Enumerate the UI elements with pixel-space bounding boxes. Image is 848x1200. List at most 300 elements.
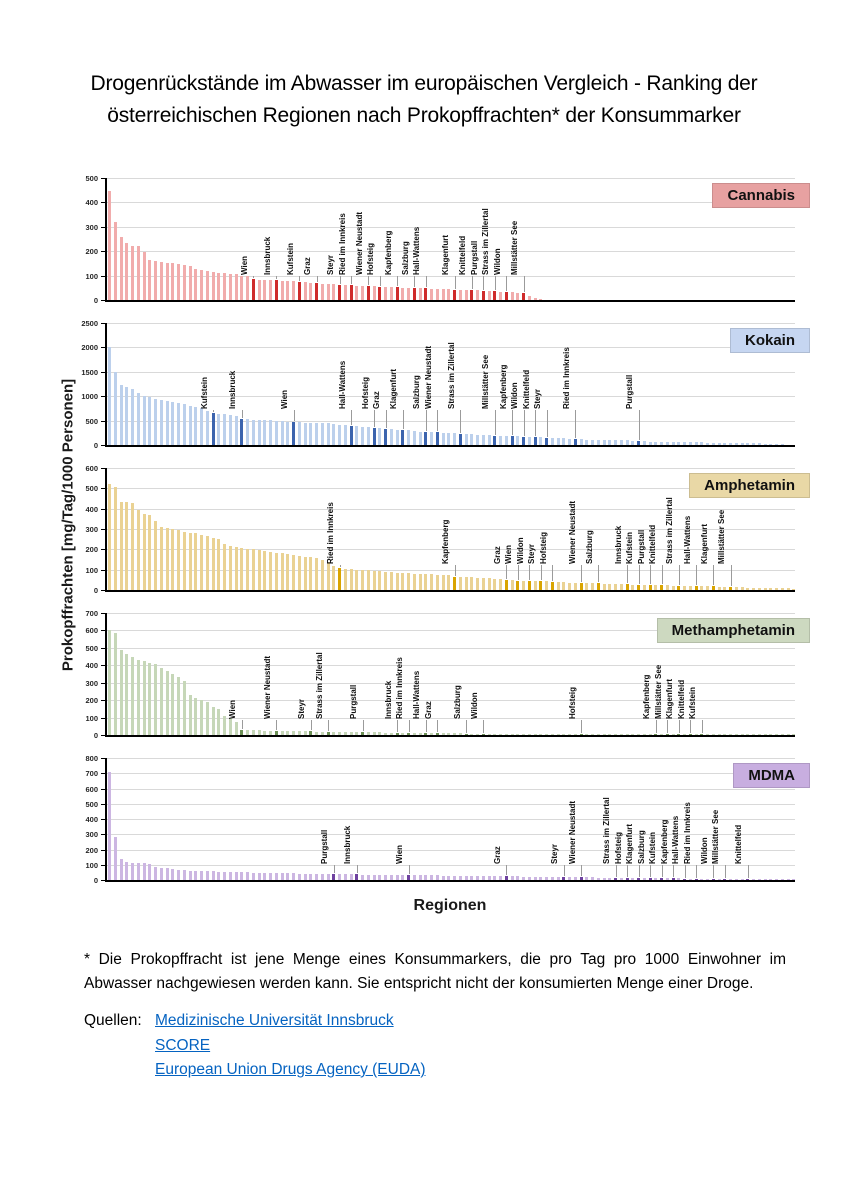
- region-label-klagenfurt: Klagenfurt: [625, 824, 635, 864]
- bar: [217, 709, 220, 735]
- bar: [539, 734, 542, 735]
- bar: [562, 582, 565, 590]
- region-label-salzburg: Salzburg: [452, 685, 462, 719]
- bar: [407, 573, 410, 590]
- bar-highlighted-wildon: [482, 734, 485, 735]
- bar: [189, 871, 192, 880]
- bar: [614, 584, 617, 590]
- bar: [194, 269, 197, 300]
- region-label-kapfenberg: Kapfenberg: [441, 519, 451, 565]
- bar: [269, 552, 272, 590]
- leader-line: [328, 720, 329, 731]
- leader-line: [242, 410, 243, 418]
- bar-highlighted-innsbruck: [275, 280, 278, 300]
- bar: [557, 877, 560, 880]
- bar: [631, 734, 634, 735]
- bar: [171, 869, 174, 880]
- bar: [361, 570, 364, 590]
- bar: [263, 420, 266, 445]
- bar: [649, 442, 652, 445]
- bar: [373, 732, 376, 735]
- chart-panel-kokain: [60, 315, 820, 460]
- bar-highlighted-wien: [240, 730, 243, 735]
- sources-label: Quellen:: [84, 1012, 142, 1029]
- bar: [246, 549, 249, 590]
- region-label-kufstein: Kufstein: [648, 832, 658, 864]
- leader-line: [374, 410, 375, 427]
- bar-highlighted-strass-im-zillertal: [459, 434, 462, 445]
- bar-highlighted-kapfenberg: [453, 577, 456, 590]
- bar: [660, 442, 663, 445]
- bar-highlighted-knittelfeld: [534, 437, 537, 445]
- bar: [212, 707, 215, 735]
- bar: [189, 266, 192, 300]
- region-label-klagenfurt: Klagenfurt: [665, 679, 675, 719]
- y-tick-label: 500: [85, 643, 98, 653]
- region-label-hofsteig: Hofsteig: [613, 832, 623, 864]
- bar: [459, 577, 462, 590]
- bar: [200, 408, 203, 445]
- bar: [419, 875, 422, 880]
- y-tick-label: 200: [85, 845, 98, 855]
- bar: [292, 731, 295, 735]
- bar: [154, 664, 157, 735]
- bar: [315, 558, 318, 590]
- y-tick-label: 400: [85, 504, 98, 514]
- bar-highlighted-millstätter-see: [522, 293, 525, 300]
- bar: [327, 284, 330, 300]
- bar: [442, 733, 445, 735]
- y-axis: [105, 178, 107, 300]
- bar-highlighted-strass-im-zillertal: [677, 586, 680, 590]
- region-label-wien: Wien: [395, 844, 405, 864]
- bar: [424, 875, 427, 880]
- leader-line: [662, 865, 663, 877]
- bar-highlighted-wiener-neustadt: [580, 583, 583, 590]
- bar: [223, 544, 226, 590]
- bar: [229, 274, 232, 300]
- bar: [626, 440, 629, 445]
- bar-highlighted-graz: [384, 429, 387, 445]
- bar: [442, 433, 445, 445]
- bar: [229, 415, 232, 445]
- bar: [390, 572, 393, 590]
- bar-highlighted-kufstein: [637, 585, 640, 590]
- bar: [315, 732, 318, 735]
- region-label-wiener-neustadt: Wiener Neustadt: [567, 800, 577, 864]
- leader-line: [340, 276, 341, 283]
- bar: [781, 879, 784, 880]
- source-link-2[interactable]: SCORE: [155, 1036, 211, 1054]
- leader-line: [535, 410, 536, 436]
- leader-line: [414, 276, 415, 287]
- leader-line: [311, 720, 312, 730]
- bar-highlighted-kapfenberg: [511, 436, 514, 445]
- bar: [419, 574, 422, 590]
- source-links: [155, 1012, 426, 1086]
- sources-block: [84, 1012, 734, 1086]
- bar-highlighted-wien: [292, 422, 295, 445]
- gridline: [105, 178, 795, 179]
- bar: [235, 722, 238, 735]
- bar: [194, 533, 197, 590]
- bar-highlighted-purgstall: [649, 585, 652, 590]
- bar: [516, 293, 519, 300]
- bar: [430, 432, 433, 445]
- bar-highlighted-graz: [315, 283, 318, 300]
- bar: [183, 532, 186, 590]
- bar: [350, 874, 353, 880]
- bar: [183, 681, 186, 735]
- bar: [620, 878, 623, 880]
- y-axis-label: Prokopffrachten [mg/Tag/1000 Personen]: [59, 378, 77, 672]
- bar: [436, 875, 439, 880]
- bar: [160, 868, 163, 880]
- bar-highlighted-kapfenberg: [654, 734, 657, 735]
- leader-line: [575, 410, 576, 438]
- bar: [585, 583, 588, 590]
- bar: [672, 734, 675, 735]
- leader-line: [696, 865, 697, 878]
- region-label-steyr: Steyr: [326, 255, 336, 276]
- bar: [286, 731, 289, 735]
- bar: [373, 286, 376, 300]
- bar: [206, 871, 209, 880]
- region-label-kapfenberg: Kapfenberg: [642, 674, 652, 719]
- leader-line: [627, 565, 628, 583]
- bar: [217, 872, 220, 880]
- drug-label-amphetamin: Amphetamin: [689, 473, 810, 498]
- y-tick-label: 2000: [81, 343, 98, 353]
- bar: [752, 879, 755, 880]
- bar: [401, 573, 404, 590]
- bar: [367, 732, 370, 735]
- bar: [189, 695, 192, 735]
- bar: [143, 396, 146, 445]
- gridline: [105, 683, 795, 684]
- bar-highlighted-graz: [505, 580, 508, 590]
- bar: [321, 874, 324, 880]
- bar: [516, 876, 519, 880]
- bar: [177, 870, 180, 880]
- bar: [488, 291, 491, 300]
- y-tick-label: 100: [85, 713, 98, 723]
- bar: [591, 440, 594, 445]
- bar: [361, 427, 364, 445]
- bar: [746, 588, 749, 590]
- bar: [476, 578, 479, 590]
- bar: [327, 423, 330, 445]
- bar: [528, 877, 531, 880]
- bar: [442, 289, 445, 300]
- bar: [436, 575, 439, 590]
- bar: [396, 875, 399, 880]
- bar: [125, 654, 128, 735]
- bar: [315, 423, 318, 445]
- bar: [166, 263, 169, 300]
- gridline: [105, 665, 795, 666]
- bar: [493, 579, 496, 590]
- bar-highlighted-wien: [516, 581, 519, 590]
- leader-line: [495, 276, 496, 290]
- leader-line: [483, 276, 484, 289]
- chart-panel-mdma: [60, 750, 820, 895]
- leader-line: [397, 720, 398, 732]
- bar: [735, 734, 738, 735]
- bar: [769, 444, 772, 445]
- bar: [396, 430, 399, 445]
- bar-highlighted-purgstall: [482, 291, 485, 300]
- bar: [585, 877, 588, 880]
- x-axis-label: Regionen: [413, 897, 487, 914]
- bar: [258, 280, 261, 300]
- bar: [591, 734, 594, 735]
- region-label-millstätter-see: Millstätter See: [510, 221, 520, 276]
- bar-highlighted-hall-wattens: [695, 586, 698, 590]
- bar-highlighted-ried-im-innkreis: [350, 285, 353, 300]
- drug-label-kokain: Kokain: [730, 328, 810, 353]
- bar: [660, 734, 663, 735]
- bar-highlighted-knittelfeld: [689, 734, 692, 735]
- bar: [120, 385, 123, 445]
- region-label-wildon: Wildon: [515, 537, 525, 565]
- bar: [419, 432, 422, 445]
- bar: [453, 733, 456, 735]
- bar: [787, 879, 790, 880]
- gridline: [105, 773, 795, 774]
- region-label-wildon: Wildon: [510, 382, 520, 410]
- region-label-wildon: Wildon: [699, 837, 709, 864]
- bar: [200, 270, 203, 300]
- bar: [672, 442, 675, 445]
- region-label-strass-im-zillertal: Strass im Zillertal: [446, 342, 456, 410]
- bar: [718, 587, 721, 590]
- bar: [695, 734, 698, 735]
- bar: [275, 553, 278, 590]
- bar: [229, 718, 232, 735]
- region-label-innsbruck: Innsbruck: [383, 680, 393, 719]
- region-label-kufstein: Kufstein: [199, 377, 209, 410]
- source-link-3[interactable]: European Union Drugs Agency (EUDA): [155, 1061, 426, 1078]
- region-label-innsbruck: Innsbruck: [262, 237, 272, 276]
- bar: [528, 296, 531, 300]
- region-label-knittelfeld: Knittelfeld: [734, 824, 744, 864]
- bar: [522, 581, 525, 590]
- region-label-kapfenberg: Kapfenberg: [498, 364, 508, 410]
- drug-label-methamphetamin: Methamphetamin: [657, 618, 810, 643]
- bar: [413, 431, 416, 445]
- bar: [603, 878, 606, 880]
- leader-line: [397, 276, 398, 286]
- leader-line: [403, 410, 404, 429]
- region-label-wiener-neustadt: Wiener Neustadt: [354, 212, 364, 276]
- region-label-salzburg: Salzburg: [400, 241, 410, 276]
- gridline: [105, 758, 795, 759]
- region-label-strass-im-zillertal: Strass im Zillertal: [481, 208, 491, 276]
- gridline: [105, 509, 795, 510]
- bar: [148, 260, 151, 300]
- bar: [534, 298, 537, 300]
- bar: [695, 442, 698, 445]
- leader-line: [242, 720, 243, 729]
- bar: [258, 550, 261, 590]
- bar: [212, 538, 215, 590]
- bar: [223, 716, 226, 735]
- leader-line: [380, 276, 381, 285]
- bar: [631, 585, 634, 590]
- bar: [286, 422, 289, 445]
- bar: [447, 289, 450, 300]
- bar: [723, 443, 726, 445]
- region-label-kufstein: Kufstein: [688, 687, 698, 719]
- bar: [177, 264, 180, 300]
- bar: [470, 577, 473, 590]
- bar: [252, 420, 255, 445]
- bar: [499, 292, 502, 300]
- region-label-steyr: Steyr: [533, 389, 543, 410]
- bar: [626, 734, 629, 735]
- bar: [666, 878, 669, 880]
- leader-line: [213, 410, 214, 412]
- bar-highlighted-salzburg: [424, 432, 427, 445]
- y-tick-label: 500: [85, 416, 98, 426]
- bar: [735, 879, 738, 880]
- leader-line: [460, 410, 461, 432]
- bar: [275, 873, 278, 880]
- y-tick-label: 0: [93, 586, 98, 595]
- bar: [166, 868, 169, 880]
- bar: [769, 588, 772, 590]
- bar-highlighted-innsbruck: [240, 419, 243, 445]
- bar: [332, 732, 335, 735]
- bar: [499, 876, 502, 880]
- leader-line: [639, 865, 640, 877]
- bar-highlighted-steyr: [338, 285, 341, 300]
- y-tick-label: 2500: [81, 319, 98, 328]
- bar: [568, 877, 571, 880]
- bar: [597, 734, 600, 735]
- bar: [792, 589, 795, 590]
- bar: [263, 873, 266, 880]
- region-label-hall-wattens: Hall-Wattens: [412, 670, 422, 719]
- bar: [620, 584, 623, 590]
- bar: [298, 422, 301, 445]
- bar: [258, 420, 261, 445]
- source-link-1[interactable]: Medizinische Universität Innsbruck: [155, 1012, 394, 1029]
- y-axis: [105, 758, 107, 880]
- bar: [125, 502, 128, 590]
- bar-highlighted-wien: [407, 875, 410, 880]
- bar: [355, 732, 358, 735]
- region-label-hall-wattens: Hall-Wattens: [412, 227, 422, 276]
- bar: [321, 284, 324, 300]
- region-label-millstätter-see: Millstätter See: [481, 355, 491, 410]
- bar: [465, 434, 468, 445]
- leader-line: [656, 720, 657, 733]
- bar: [700, 586, 703, 590]
- bar: [281, 281, 284, 300]
- bar-highlighted-wildon: [505, 292, 508, 300]
- bar: [752, 734, 755, 735]
- leader-line: [662, 565, 663, 584]
- bar: [781, 734, 784, 735]
- bar: [534, 877, 537, 880]
- bar: [281, 553, 284, 590]
- bar: [321, 560, 324, 590]
- bar: [574, 877, 577, 880]
- bar: [229, 546, 232, 590]
- bar: [240, 548, 243, 590]
- bar-highlighted-wildon: [712, 879, 715, 880]
- bar: [223, 273, 226, 300]
- bar: [741, 587, 744, 590]
- region-label-salzburg: Salzburg: [636, 830, 646, 864]
- bar: [447, 575, 450, 590]
- bar: [741, 734, 744, 735]
- gridline: [105, 468, 795, 469]
- bar: [246, 872, 249, 880]
- bar: [637, 734, 640, 735]
- gridline: [105, 323, 795, 324]
- region-label-graz: Graz: [372, 391, 382, 410]
- bar: [177, 403, 180, 445]
- bar-highlighted-kufstein: [298, 282, 301, 300]
- bar-highlighted-klagenfurt: [637, 878, 640, 880]
- y-tick-label: 300: [85, 830, 98, 840]
- y-tick-label: 400: [85, 198, 98, 208]
- bar: [746, 443, 749, 445]
- leader-line: [748, 865, 749, 878]
- region-label-salzburg: Salzburg: [412, 375, 422, 410]
- region-label-hofsteig: Hofsteig: [538, 532, 548, 565]
- bar: [350, 732, 353, 735]
- bar-highlighted-knittelfeld: [746, 879, 749, 880]
- bar: [338, 732, 341, 735]
- bar: [407, 288, 410, 300]
- region-label-purgstall: Purgstall: [625, 375, 635, 410]
- leader-line: [334, 865, 335, 873]
- y-axis: [105, 613, 107, 735]
- bar: [114, 372, 117, 445]
- bar-highlighted-ried-im-innkreis: [574, 439, 577, 445]
- bar: [171, 263, 174, 300]
- bar: [183, 404, 186, 445]
- bar: [177, 677, 180, 735]
- bar: [511, 876, 514, 880]
- bar: [177, 530, 180, 590]
- bar: [700, 879, 703, 880]
- bar: [562, 438, 565, 445]
- region-label-wiener-neustadt: Wiener Neustadt: [567, 500, 577, 565]
- bar: [390, 733, 393, 735]
- leader-line: [426, 410, 427, 431]
- leader-line: [685, 865, 686, 878]
- bar: [229, 872, 232, 880]
- leader-line: [581, 865, 582, 876]
- bar: [493, 876, 496, 880]
- bar: [666, 442, 669, 445]
- figure: [60, 170, 820, 898]
- region-label-millstätter-see: Millstätter See: [717, 509, 727, 565]
- bar-highlighted-salzburg: [597, 583, 600, 590]
- bar: [235, 416, 238, 445]
- x-axis: [105, 735, 795, 737]
- region-label-ried-im-innkreis: Ried im Innkreis: [561, 347, 571, 410]
- bar: [505, 436, 508, 445]
- bar: [390, 429, 393, 445]
- bar-highlighted-strass-im-zillertal: [493, 291, 496, 300]
- bar: [252, 730, 255, 735]
